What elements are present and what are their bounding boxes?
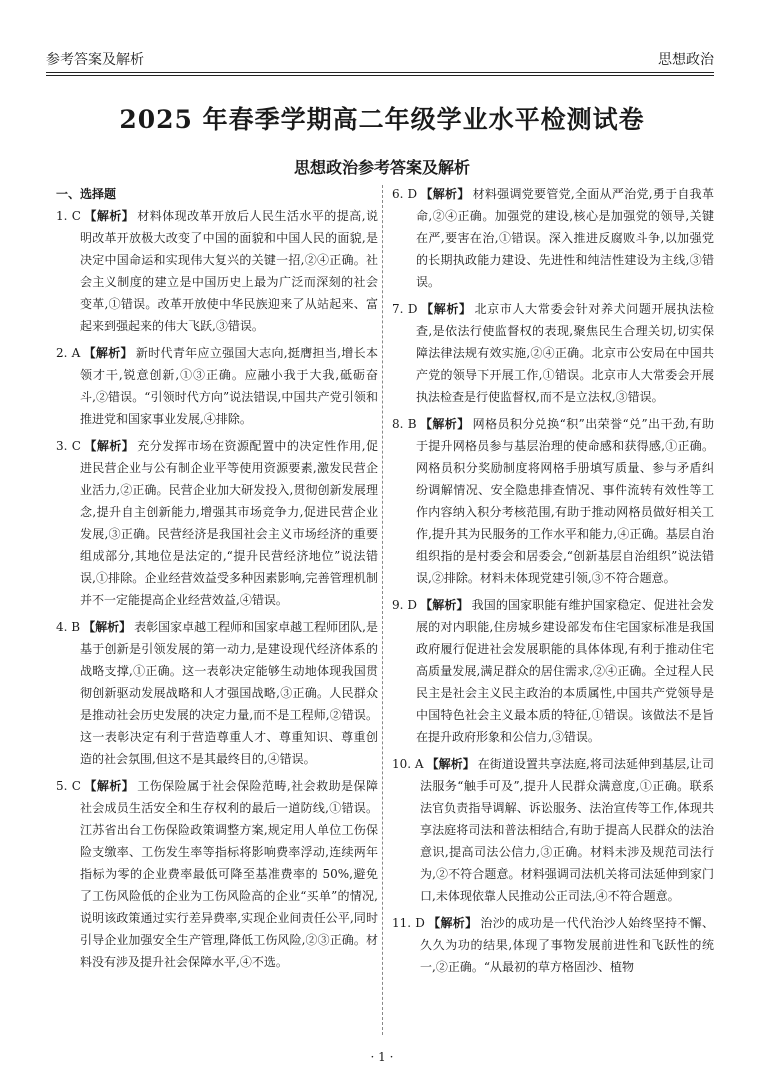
analysis-tag: 【解析】 <box>83 439 135 453</box>
answer-item <box>56 435 378 611</box>
right-column <box>392 183 714 983</box>
analysis-tag: 【解析】 <box>426 757 475 771</box>
analysis-text: 表彰国家卓越工程师和国家卓越工程师团队,是基于创新是引领发展的第一动力,是建设现代经济体系的战略支撑,①正确。这一表彰决定能够生动地体现我国贯彻创新驱动发展战略和人才强国战略,③正确。人民群众是推动社会历史发展的决定力量,而不是工程师,②错误。这一表彰决定有利于营造尊重人才、尊重知识、尊重创造的社会氛围,但这不是其最终目的,④错误。 <box>80 620 378 766</box>
document-title: 2025 年春季学期高二年级学业水平检测试卷 <box>119 105 645 134</box>
answer-item <box>56 342 378 430</box>
answer-item <box>56 775 378 973</box>
answer-item <box>392 413 714 589</box>
answer-number: 11. D <box>392 916 425 930</box>
analysis-text: 材料强调党要管党,全面从严治党,勇于自我革命,②④正确。加强党的建设,核心是加强党的领导,关键在严,要害在治,①错误。深入推进反腐败斗争,以加强党的长期执政能力建设、先进性和纯洁性建设为主线,③错误。 <box>416 187 714 289</box>
header-right-label: 思想政治 <box>658 52 714 68</box>
answer-number: 2. A <box>56 346 81 360</box>
analysis-text: 充分发挥市场在资源配置中的决定性作用,促进民营企业与公有制企业平等使用资源要素,激发民营企业活力,②正确。民营企业加大研发投入,贯彻创新发展理念,提升自主创新能力,增强其市场竞争力,促进民营企业发展,③正确。民营经济是我国社会主义市场经济的重要组成部分,其地位是法定的,“提升民营经济地位”说法错误,①排除。企业经营效益受多种因素影响,完善管理机制并不一定能提高企业经营效益,④错误。 <box>80 439 378 607</box>
analysis-tag: 【解析】 <box>420 302 472 316</box>
analysis-tag: 【解析】 <box>420 187 470 201</box>
answer-item <box>392 912 714 978</box>
answer-number: 5. C <box>56 779 81 793</box>
answer-item <box>392 298 714 408</box>
analysis-text: 新时代青年应立强国大志向,挺膺担当,增长本领才干,锐意创新,①③正确。应融小我于大我,砥砺奋斗,②错误。“引领时代方向”说法错误,中国共产党引领和推进党和国家事业发展,④排除。 <box>80 346 378 426</box>
answer-item <box>56 616 378 770</box>
answer-number: 4. B <box>56 620 81 634</box>
answer-number: 1. C <box>56 209 81 223</box>
analysis-tag: 【解析】 <box>83 620 132 634</box>
analysis-tag: 【解析】 <box>83 346 133 360</box>
column-divider <box>382 185 383 1035</box>
answer-number: 8. B <box>392 417 417 431</box>
left-column <box>56 183 378 978</box>
analysis-tag: 【解析】 <box>83 209 135 223</box>
answer-number: 7. D <box>392 302 418 316</box>
section-heading: 一、选择题 <box>56 187 117 201</box>
answer-number: 9. D <box>392 598 418 612</box>
analysis-text: 在街道设置共享法庭,将司法延伸到基层,让司法服务“触手可及”,提升人民群众满意度,①正确。联系法官负责指导调解、诉讼服务、法治宣传等工作,体现共享法庭将司法和普法相结合,有助于提高人民群众的法治意识,提高司法公信力,③正确。材料未涉及规范司法行为,②不符合题意。材料强调司法机关将司法延伸到家门口,未体现依靠人民推动公正司法,④不符合题意。 <box>420 757 714 903</box>
analysis-text: 我国的国家职能有维护国家稳定、促进社会发展的对内职能,住房城乡建设部发布住宅国家标准是我国政府履行促进社会发展职能的具体体现,有利于推动住宅高质量发展,满足群众的居住需求,②④正确。全过程人民民主是社会主义民主政治的本质属性,中国共产党领导是中国特色社会主义最本质的特征,①错误。该做法不是旨在提升政府形象和公信力,③错误。 <box>416 598 714 744</box>
answer-item <box>392 753 714 907</box>
answer-number: 6. D <box>392 187 418 201</box>
analysis-tag: 【解析】 <box>83 779 135 793</box>
analysis-tag: 【解析】 <box>420 598 469 612</box>
answer-item <box>392 183 714 293</box>
analysis-text: 材料体现改革开放后人民生活水平的提高,说明改革开放极大改变了中国的面貌和中国人民的面貌,是决定中国命运和实现伟大复兴的关键一招,②④正确。社会主义制度的建立是中国历史上最为广泛而深刻的社会变革,①错误。改革开放使中华民族迎来了从站起来、富起来到强起来的伟大飞跃,③错误。 <box>80 209 378 333</box>
answer-number: 10. A <box>392 757 424 771</box>
page-header <box>46 46 714 73</box>
page-number: · 1 · <box>370 1050 394 1064</box>
analysis-text: 北京市人大常委会针对养犬问题开展执法检查,是依法行使监督权的表现,聚焦民生合理关切,切实保障法律法规有效实施,②④正确。北京市公安局在中国共产党的领导下开展工作,①错误。北京市人大常委会开展执法检查是行使监督权,而不是立法权,③错误。 <box>416 302 714 404</box>
analysis-tag: 【解析】 <box>419 417 470 431</box>
analysis-text: 工伤保险属于社会保险范畴,社会救助是保障社会成员生活安全和生存权利的最后一道防线,①错误。江苏省出台工伤保险政策调整方案,规定用人单位工伤保险支缴率、工伤发生率等指标将影响费率浮动,连续两年指标为零的企业费率最低可降至基准费率的 50%,避免了工伤风险低的企业为工伤风险高的企业“买单”的情况,说明该政策通过实行差异费率,实现企业间责任公平,同时引导企业加强安全生产管理,降低工伤风险,②③正确。材料没有涉及提升社会保障水平,④不选。 <box>80 779 378 969</box>
answer-number: 3. C <box>56 439 81 453</box>
analysis-tag: 【解析】 <box>427 916 478 930</box>
answer-item <box>392 594 714 748</box>
analysis-text: 网格员积分兑换“积”出荣誉“兑”出干劲,有助于提升网格员参与基层治理的使命感和获得感,①正确。网格员积分奖励制度将网格手册填写质量、参与矛盾纠纷调解情况、安全隐患排查情况、事件流转有效性等工作内容纳入积分考核范围,有助于推动网格员做好相关工作,提升其为民服务的工作水平和能力,④正确。基层自治组织指的是村委会和居委会,“创新基层自治组织”说法错误,②排除。材料未体现党建引领,③不符合题意。 <box>416 417 714 585</box>
answer-item <box>56 205 378 337</box>
header-left-label: 参考答案及解析 <box>46 52 144 68</box>
document-subtitle: 思想政治参考答案及解析 <box>293 158 470 177</box>
analysis-text: 治沙的成功是一代代治沙人始终坚持不懈、久久为功的结果,体现了事物发展前进性和飞跃性的统一,②正确。“从最初的草方格固沙、植物 <box>420 916 714 974</box>
